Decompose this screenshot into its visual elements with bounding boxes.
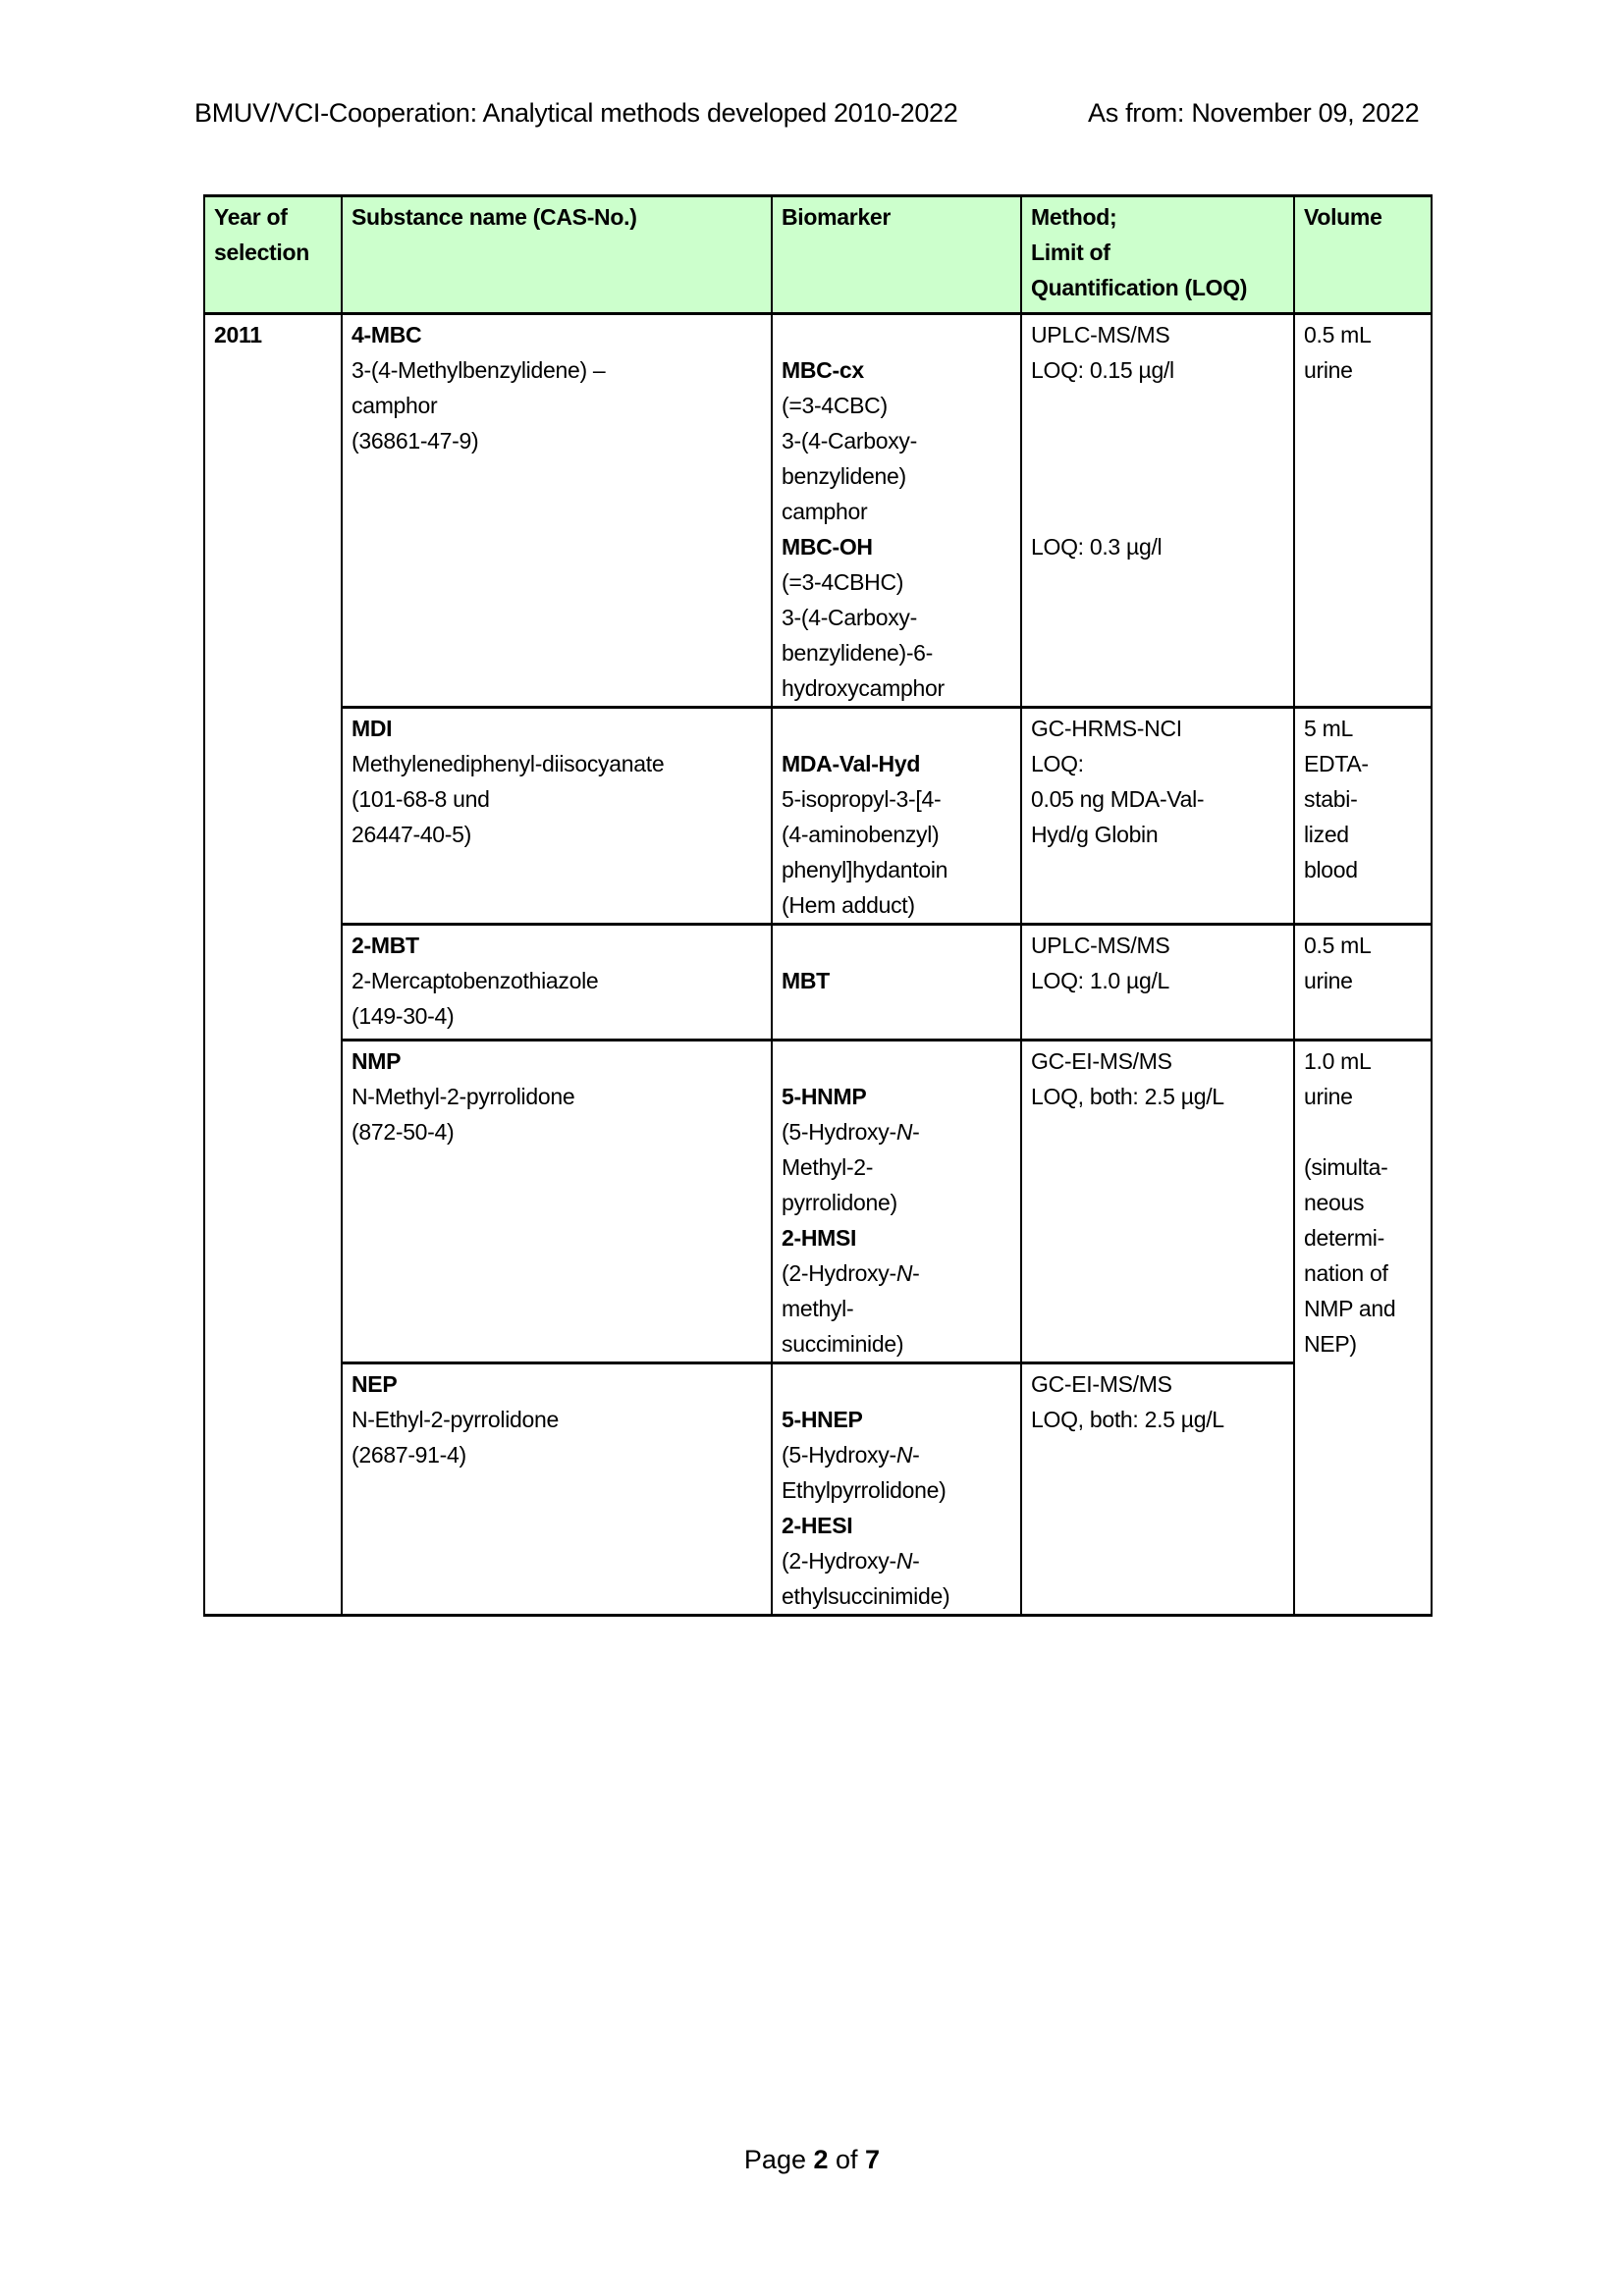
column-header [1294,196,1432,314]
text-segment: (=3-4CBHC) [782,569,904,595]
text-segment: (5-Hydroxy- [782,1442,896,1468]
text-line [782,781,1020,817]
text-segment: 2-Mercaptobenzothiazole [352,968,599,993]
text-line [352,746,771,781]
text-line [782,352,1020,388]
text-line [1031,423,1293,458]
text-line [1304,928,1431,963]
volume-cell [1294,314,1432,708]
text-line [782,1114,1020,1149]
text-segment: 5-HNMP [782,1084,867,1109]
text-line [782,494,1020,529]
text-line [352,1079,771,1114]
text-line [352,1043,771,1079]
text-line [782,1079,1020,1114]
text-line [1031,235,1293,270]
text-segment: - [912,1548,920,1574]
text-line [1031,317,1293,352]
text-segment: LOQ, both: 2.5 µg/L [1031,1084,1224,1109]
text-segment: urine [1304,1084,1353,1109]
text-line [352,317,771,352]
volume-cell [1294,708,1432,925]
text-segment: neous [1304,1190,1365,1215]
text-segment: 5-HNEP [782,1407,863,1432]
text-line [1031,458,1293,494]
text-segment: (101-68-8 und [352,786,490,812]
substance-cell [342,1041,772,1363]
biomarker-cell [772,314,1021,708]
text-line [352,817,771,852]
text-segment: benzylidene) [782,463,906,489]
text-segment: 4-MBC [352,322,422,347]
text-line [1031,711,1293,746]
text-line [782,458,1020,494]
text-line [1031,199,1293,235]
text-segment: pyrrolidone) [782,1190,897,1215]
text-line [352,352,771,388]
text-segment: 0.05 ng MDA-Val- [1031,786,1205,812]
text-segment: Quantification (LOQ) [1031,275,1248,300]
text-line [1031,963,1293,998]
text-segment: GC-EI-MS/MS [1031,1048,1172,1074]
text-line [1031,1079,1293,1114]
text-line [352,998,771,1034]
text-line [1031,1366,1293,1402]
text-line [1031,388,1293,423]
substance-cell [342,1363,772,1616]
text-segment: stabi- [1304,786,1358,812]
text-segment: NMP [352,1048,402,1074]
text-line [782,1543,1020,1578]
current-page: 2 [813,2145,829,2174]
text-segment: Biomarker [782,204,892,230]
text-segment: Methylenediphenyl-diisocyanate [352,751,665,776]
text-segment: N-Ethyl-2-pyrrolidone [352,1407,559,1432]
text-segment: ethylsuccinimide) [782,1583,950,1609]
text-segment: determi- [1304,1225,1384,1251]
page-of: of [828,2145,866,2174]
document-header-title: BMUV/VCI-Cooperation: Analytical methods developed 2010-2022 [194,98,958,128]
volume-cell [1294,925,1432,1041]
text-segment: selection [214,240,310,265]
table-header-row [204,196,1432,314]
text-line [1304,1079,1431,1114]
text-line [1304,1149,1431,1185]
substance-cell [342,314,772,708]
text-segment: (simulta- [1304,1154,1388,1180]
text-segment: (149-30-4) [352,1003,455,1029]
text-segment: camphor [782,499,868,524]
text-line [1031,781,1293,817]
text-line [782,1366,1020,1402]
text-line [352,423,771,458]
substance-cell [342,708,772,925]
text-segment: MBT [782,968,830,993]
text-segment: (36861-47-9) [352,428,479,454]
text-segment: 1.0 mL [1304,1048,1372,1074]
column-header [1021,196,1294,314]
text-segment: lized [1304,822,1349,847]
text-line [782,1291,1020,1326]
text-segment: N [895,1548,913,1574]
text-segment: (2-Hydroxy- [782,1548,896,1574]
text-segment: 3-(4-Methylbenzylidene) – [352,357,606,383]
text-segment: N [895,1442,913,1468]
text-line [782,1578,1020,1614]
text-segment: LOQ, both: 2.5 µg/L [1031,1407,1224,1432]
text-line [1304,1326,1431,1362]
text-segment: Methyl-2- [782,1154,874,1180]
text-segment: 5-isopropyl-3-[4- [782,786,942,812]
text-line [1031,270,1293,305]
text-segment: MBC-cx [782,357,864,383]
text-segment: 0.5 mL [1304,322,1372,347]
method-cell [1021,708,1294,925]
column-header [204,196,342,314]
text-line [352,711,771,746]
text-line [1304,1043,1431,1079]
method-cell [1021,1041,1294,1363]
table-row [204,314,1432,708]
text-line [782,1508,1020,1543]
year-cell [204,314,342,1616]
text-line [782,928,1020,963]
text-segment: (5-Hydroxy- [782,1119,896,1145]
text-segment: 2-MBT [352,933,419,958]
text-line [1304,781,1431,817]
text-segment: nation of [1304,1260,1388,1286]
text-line [1031,494,1293,529]
text-segment: benzylidene)-6- [782,640,934,666]
biomarker-cell [772,1041,1021,1363]
table-row [204,1363,1432,1616]
text-line [352,388,771,423]
text-segment: NEP [352,1371,398,1397]
text-segment: 3-(4-Carboxy- [782,428,917,454]
text-line [1304,317,1431,352]
text-segment: Year of [214,204,288,230]
method-cell [1021,925,1294,1041]
text-line [782,887,1020,923]
text-segment: 2-HESI [782,1513,853,1538]
text-segment: - [912,1119,920,1145]
text-segment: blood [1304,857,1358,882]
text-line [782,564,1020,600]
text-segment: 0.5 mL [1304,933,1372,958]
text-segment: - [912,1260,920,1286]
text-line [352,1114,771,1149]
text-segment: LOQ: 0.15 µg/l [1031,357,1174,383]
text-segment: Limit of [1031,240,1110,265]
method-cell [1021,314,1294,708]
text-segment: (2-Hydroxy- [782,1260,896,1286]
text-segment: NMP and [1304,1296,1396,1321]
text-segment: Substance name (CAS-No.) [352,204,637,230]
text-segment: (872-50-4) [352,1119,455,1145]
text-line [1031,746,1293,781]
text-line [782,529,1020,564]
text-segment: GC-HRMS-NCI [1031,716,1182,741]
text-line [1304,817,1431,852]
text-segment: N-Methyl-2-pyrrolidone [352,1084,575,1109]
column-header [342,196,772,314]
text-line [782,199,1020,235]
text-line [352,781,771,817]
document-header-date: As from: November 09, 2022 [1088,98,1420,128]
text-line [1304,1291,1431,1326]
text-line [782,600,1020,635]
text-segment: LOQ: 0.3 µg/l [1031,534,1163,560]
text-segment: Method; [1031,204,1117,230]
text-line [1304,1114,1431,1149]
text-segment: urine [1304,357,1353,383]
text-segment: Ethylpyrrolidone) [782,1477,947,1503]
text-line [1031,1043,1293,1079]
text-line [1031,529,1293,564]
text-segment: phenyl]hydantoin [782,857,948,882]
text-segment: UPLC-MS/MS [1031,322,1170,347]
text-line [1031,817,1293,852]
text-line [1304,1255,1431,1291]
text-segment: Hyd/g Globin [1031,822,1159,847]
text-segment: UPLC-MS/MS [1031,933,1170,958]
text-segment: NEP) [1304,1331,1357,1357]
table-row [204,708,1432,925]
text-segment: MDI [352,716,393,741]
text-line [214,235,341,270]
page-number [0,2145,1624,2175]
text-line [352,1402,771,1437]
text-line [782,852,1020,887]
text-line [352,1366,771,1402]
biomarker-cell [772,708,1021,925]
column-header [772,196,1021,314]
text-line [782,963,1020,998]
text-segment: - [912,1442,920,1468]
text-segment: urine [1304,968,1353,993]
text-segment: camphor [352,393,438,418]
text-segment: 2-HMSI [782,1225,857,1251]
text-line [782,817,1020,852]
text-line [1304,352,1431,388]
text-line [782,1255,1020,1291]
biomarker-cell [772,925,1021,1041]
text-segment: N [895,1260,913,1286]
text-segment: (Hem adduct) [782,892,915,918]
text-line [1304,746,1431,781]
substance-cell [342,925,772,1041]
text-segment: LOQ: [1031,751,1084,776]
text-line [352,963,771,998]
text-line [782,635,1020,670]
text-line [782,1149,1020,1185]
text-line [782,670,1020,706]
text-line [782,1185,1020,1220]
text-segment: MDA-Val-Hyd [782,751,921,776]
text-line [782,1402,1020,1437]
text-line [782,1043,1020,1079]
text-line [782,1472,1020,1508]
text-line [1304,711,1431,746]
volume-cell [1294,1041,1432,1616]
text-line [1304,963,1431,998]
total-pages: 7 [865,2145,881,2174]
text-segment: LOQ: 1.0 µg/L [1031,968,1170,993]
text-line [1031,928,1293,963]
text-segment: EDTA- [1304,751,1369,776]
text-segment: methyl- [782,1296,854,1321]
table-row [204,1041,1432,1363]
text-line [352,199,771,235]
text-segment: succiminide) [782,1331,904,1357]
text-line [782,1437,1020,1472]
text-line [782,711,1020,746]
text-segment: 5 mL [1304,716,1353,741]
text-line [1304,1220,1431,1255]
text-line [782,423,1020,458]
text-segment: 26447-40-5) [352,822,472,847]
methods-table [203,194,1433,1617]
text-segment: 3-(4-Carboxy- [782,605,917,630]
text-segment: GC-EI-MS/MS [1031,1371,1172,1397]
text-line [214,317,341,352]
text-line [1304,199,1431,235]
text-line [782,1220,1020,1255]
table-row [204,925,1432,1041]
text-segment: N [895,1119,913,1145]
text-segment: (4-aminobenzyl) [782,822,940,847]
text-segment: Volume [1304,204,1382,230]
text-line [782,746,1020,781]
text-line [782,388,1020,423]
text-segment: (2687-91-4) [352,1442,466,1468]
text-line [352,1437,771,1472]
text-segment: 2011 [214,322,262,347]
method-cell [1021,1363,1294,1616]
text-line [214,199,341,235]
text-line [1304,852,1431,887]
page-label: Page [743,2145,814,2174]
text-line [1031,352,1293,388]
text-segment: hydroxycamphor [782,675,945,701]
text-line [1031,1402,1293,1437]
text-segment: (=3-4CBC) [782,393,888,418]
text-line [782,1326,1020,1362]
text-line [782,317,1020,352]
text-line [352,928,771,963]
text-line [1304,1185,1431,1220]
text-segment: MBC-OH [782,534,873,560]
biomarker-cell [772,1363,1021,1616]
